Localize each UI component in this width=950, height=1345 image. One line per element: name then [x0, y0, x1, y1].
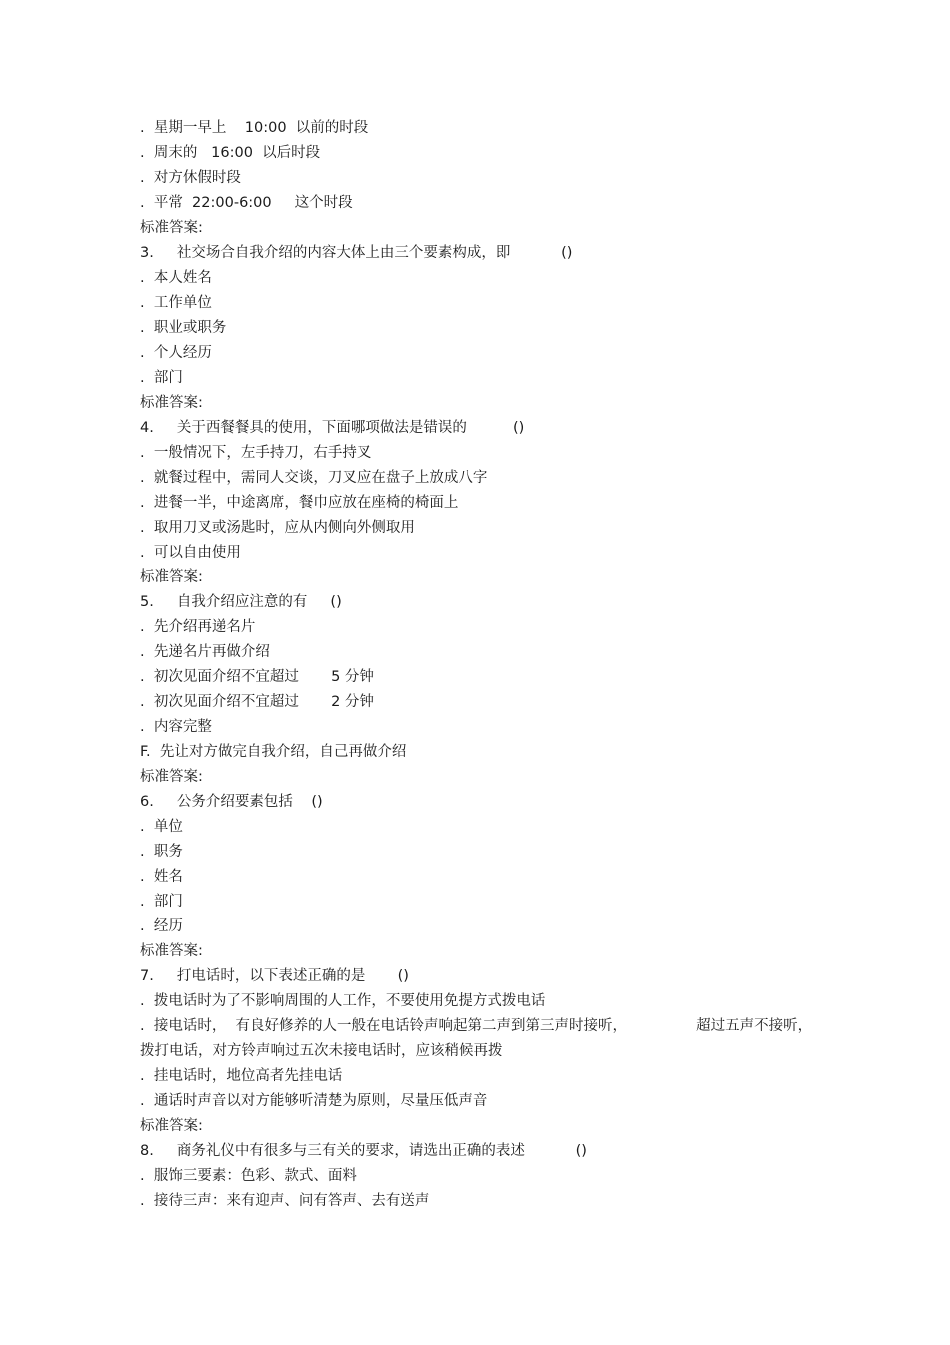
answer-label: 标准答案: — [140, 220, 203, 236]
answer-label: 标准答案: — [140, 395, 203, 411]
option-line: . 工作单位 — [140, 295, 212, 311]
option-line: . 取用刀叉或汤匙时，应从内侧向外侧取用 — [140, 520, 415, 536]
option-line: . 经历 — [140, 918, 183, 934]
answer-label: 标准答案: — [140, 569, 203, 585]
option-line: . 部门 — [140, 370, 183, 386]
option-line: . 一般情况下，左手持刀，右手持叉 — [140, 445, 372, 461]
option-line: . 平常 22:00-6:00 这个时段 — [140, 195, 353, 211]
option-line: . 本人姓名 — [140, 270, 212, 286]
question-7: 7. 打电话时，以下表述正确的是 () — [140, 968, 409, 984]
option-line: . 初次见面介绍不宜超过 5 分钟 — [140, 669, 374, 685]
option-line: . 通话时声音以对方能够听清楚为原则，尽量压低声音 — [140, 1093, 488, 1109]
option-line: . 职务 — [140, 844, 183, 860]
question-4: 4. 关于西餐餐具的使用，下面哪项做法是错误的 () — [140, 420, 525, 436]
option-line: . 服饰三要素：色彩、款式、面料 — [140, 1168, 357, 1184]
option-line: . 接电话时， 有良好修养的人一般在电话铃声响起第二声到第三声时接听， 超过五声不接听， — [140, 1018, 813, 1034]
option-line: . 进餐一半，中途离席，餐巾应放在座椅的椅面上 — [140, 495, 459, 511]
option-line: . 初次见面介绍不宜超过 2 分钟 — [140, 694, 374, 710]
option-line: . 先介绍再递名片 — [140, 619, 256, 635]
option-line-continued: 拨打电话，对方铃声响过五次未接电话时，应该稍候再拨 — [140, 1043, 503, 1059]
option-line: . 就餐过程中，需同人交谈，刀叉应在盘子上放成八字 — [140, 470, 488, 486]
option-line: . 姓名 — [140, 869, 183, 885]
option-line: . 对方休假时段 — [140, 170, 241, 186]
option-line: . 内容完整 — [140, 719, 212, 735]
answer-label: 标准答案: — [140, 1118, 203, 1134]
option-line: . 单位 — [140, 819, 183, 835]
option-line: . 个人经历 — [140, 345, 212, 361]
option-line: . 星期一早上 10:00 以前的时段 — [140, 120, 369, 136]
question-5: 5. 自我介绍应注意的有 () — [140, 594, 342, 610]
answer-label: 标准答案: — [140, 769, 203, 785]
option-line: . 拨电话时为了不影响周围的人工作，不要使用免提方式拨电话 — [140, 993, 546, 1009]
option-line: . 职业或职务 — [140, 320, 227, 336]
option-line: F. 先让对方做完自我介绍，自己再做介绍 — [140, 744, 407, 760]
option-line: . 先递名片再做介绍 — [140, 644, 270, 660]
option-line: . 可以自由使用 — [140, 545, 241, 561]
question-6: 6. 公务介绍要素包括 () — [140, 794, 323, 810]
question-8: 8. 商务礼仪中有很多与三有关的要求，请选出正确的表述 () — [140, 1143, 587, 1159]
option-line: . 周末的 16:00 以后时段 — [140, 145, 321, 161]
option-line: . 接待三声：来有迎声、问有答声、去有送声 — [140, 1193, 430, 1209]
question-3: 3. 社交场合自我介绍的内容大体上由三个要素构成，即 () — [140, 245, 573, 261]
option-line: . 部门 — [140, 894, 183, 910]
option-line: . 挂电话时，地位高者先挂电话 — [140, 1068, 343, 1084]
answer-label: 标准答案: — [140, 943, 203, 959]
